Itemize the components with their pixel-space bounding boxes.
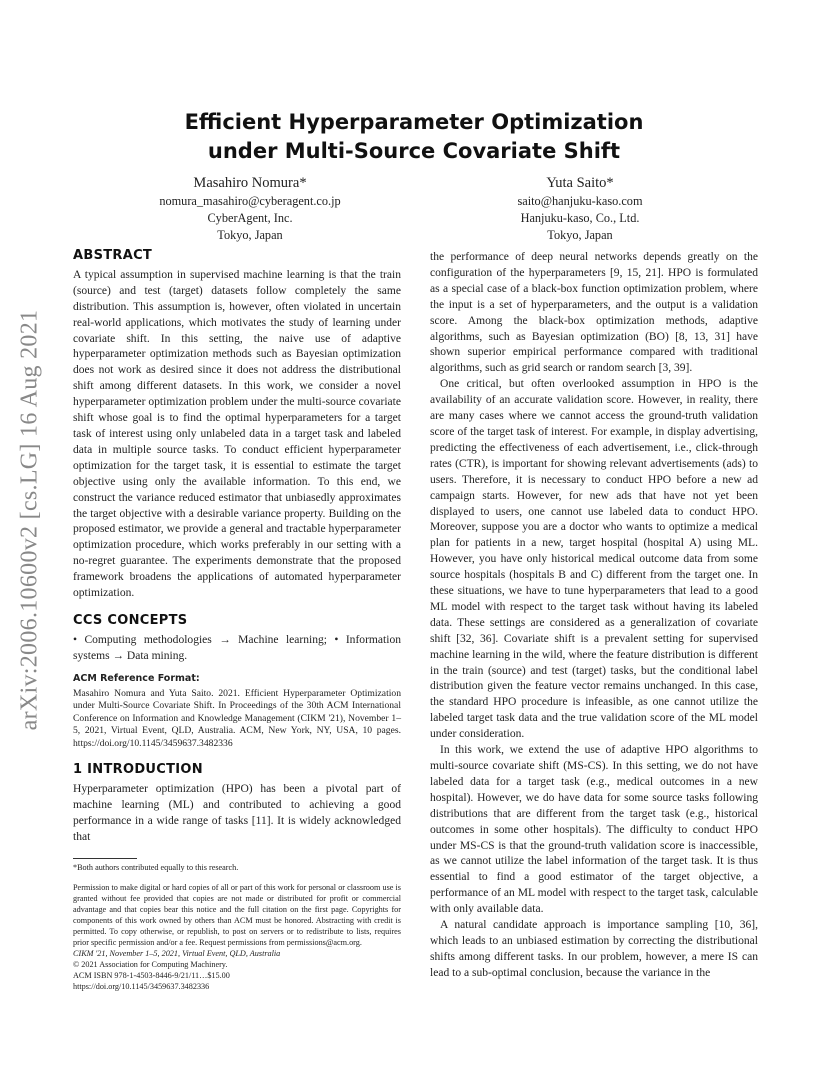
isbn-line: ACM ISBN 978-1-4503-8446-9/21/11…$15.00 [73, 970, 230, 980]
author-block-1 [100, 173, 400, 244]
author-location: Tokyo, Japan [217, 228, 283, 242]
conference-line: CIKM '21, November 1–5, 2021, Virtual Event, QLD, Australia [73, 948, 281, 958]
footnote-rule [73, 858, 137, 859]
ccs-heading: CCS CONCEPTS [73, 612, 188, 628]
author-name: Yuta Saito* [546, 175, 614, 191]
author-name: Masahiro Nomura* [193, 175, 307, 191]
body-paragraph: A natural candidate approach is importance sampling [10, 36], which leads to an unbiased estimation by correcting the distributional shifts among different tasks. In our problem, however, a mere IS can lead to a sub-optimal conclusion, because the variance in the [430, 919, 758, 979]
copyright-line: © 2021 Association for Computing Machinery. [73, 959, 228, 969]
right-column [430, 250, 758, 982]
doi-link[interactable]: https://doi.org/10.1145/3459637.3482336 [73, 981, 210, 991]
author-org: Hanjuku-kaso, Co., Ltd. [520, 211, 640, 225]
body-paragraph: One critical, but often overlooked assumption in HPO is the availability of an accurate validation score. However, in reality, there are many cases where we cannot access the ground-truth validation score of the target task of interest. For example, in display advertising, predicting the effectiveness of each advertisement, i.e., click-through rates (CTR), is important for showing relevant advertisements (ads) to users. Therefore, it is necessary to conduct HPO before a new ad campaign starts. However, for new ads that have not yet been displayed to users, one cannot use labeled data to conduct HPO. Moreover, suppose you are a doctor who wants to optimize a medical plan for patients in a new, target hospital (hospital A) using ML. However, you have only historical medical outcome data from some source hospitals (hospitals B and C) different from the target one. In these situations, we have to tune hyperparameters that lead to a good ML model with respect to the target task without having its labeled data. These settings are considered as a generalization of covariate shift [32, 36]. Covariate shift is a prevalent setting for supervised machine learning in the wild, where the feature distribution is different in the train (source) and test (target) tasks, but the conditional label distribution given the feature vector remains unchanged. In this case, the standard HPO procedure is infeasible, as one cannot utilize the labeled target task data and the true validation score of the ML model under consideration. [430, 378, 758, 741]
intro-heading: 1 INTRODUCTION [73, 762, 203, 778]
author-email: saito@hanjuku-kaso.com [517, 194, 643, 208]
author-org: CyberAgent, Inc. [207, 211, 293, 225]
title-line-2: under Multi-Source Covariate Shift [207, 139, 621, 163]
body-paragraph: In this work, we extend the use of adaptive HPO algorithms to multi-source covariate shift (MS-CS). In this setting, we do not have labeled data for a target task (e.g., medical outcomes in a new hospital). However, we do have data for some source tasks following distributions that are different from the target task (e.g., historical outcomes in some other hospitals). The difficulty to conduct HPO under MS-CS is that the ground-truth validation score is inaccessible, as we cannot utilize the label information of the target task. It is thus essential to find a good estimator of the target objective, a performance of an ML model with respect to the target task, calculable with only available data. [430, 744, 758, 916]
body-paragraph: the performance of deep neural networks depends greatly on the configuration of the hyperparameters [9, 15, 21]. HPO is formulated as a special case of a black-box function optimization problem, where the input is a set of hyperparameters, and the output is a validation score. Among the black-box optimization methods, adaptive algorithms, such as Bayesian optimization (BO) [8, 13, 31] have shown superior empirical performance compared with traditional algorithms, such as grid search or random search [3, 39]. [430, 251, 758, 375]
author-block-2 [430, 173, 730, 244]
left-column [73, 248, 401, 992]
permission-text: Permission to make digital or hard copies of all or part of this work for personal or classroom use is granted without fee provided that copies are not made or distributed for profit or commercial advantage and that copies bear this notice and the full citation on the first page. Copyrights for components of this work owned by others than ACM must be honored. Abstracting with credit is permitted. To copy otherwise, or republish, to post on servers or to redistribute to lists, requires prior specific permission and/or a fee. Request permissions from permissions@acm.org. [73, 882, 401, 947]
title-line-1: Efficient Hyperparameter Optimization [184, 110, 644, 134]
intro-paragraph: Hyperparameter optimization (HPO) has been a pivotal part of machine learning (ML) and contributed to achieving a good performance in a wide range of tasks [11]. It is widely acknowledged that [73, 782, 401, 843]
author-email: nomura_masahiro@cyberagent.co.jp [159, 194, 341, 208]
abstract-heading: ABSTRACT [73, 248, 153, 263]
paper-title [74, 108, 754, 166]
footnote: *Both authors contributed equally to this research. [73, 862, 239, 872]
abstract-text: A typical assumption in supervised machine learning is that the train (source) and test (target) datasets follow completely the same distribution. This assumption is, however, often violated in uncertain real-world applications, which motivates the study of learning under covariate shift. In this setting, the naive use of adaptive hyperparameter optimization methods such as Bayesian optimization does not work as desired since it does not address the distributional shift among different datasets. In this work, we consider a novel hyperparameter optimization problem under the multi-source covariate shift whose goal is to find the optimal hyperparameters for a target task of interest using only unlabeled data in a target task and labeled data in multiple source tasks. To conduct efficient hyperparameter optimization for the target task, it is essential to estimate the target objective using only the available information. To this end, we construct the variance reduced estimator that unbiasedly approximates the target objective with a desirable variance property. Building on the proposed estimator, we provide a general and tractable hyperparameter optimization procedure, which works preferably in our setting with a no-regret guarantee. The experiments demonstrate that the proposed framework broadens the applications of automated hyperparameter optimization. [73, 268, 401, 600]
acm-ref-heading: ACM Reference Format: [73, 672, 200, 684]
permission-block [73, 882, 401, 992]
ccs-text: • Computing methodologies → Machine learning; • Information systems → Data mining. [73, 633, 401, 662]
acm-ref-text: Masahiro Nomura and Yuta Saito. 2021. Efficient Hyperparameter Optimization under Multi-Source Covariate Shift. In Proceedings of the 30th ACM International Conference on Information and Knowledge Management (CIKM '21), November 1–5, 2021, Virtual Event, QLD, Australia. ACM, New York, NY, USA, 10 pages. https://doi.org/10.1145/3459637.3482336 [73, 687, 401, 749]
arxiv-stamp: arXiv:2006.10600v2 [cs.LG] 16 Aug 2021 [16, 309, 43, 731]
author-location: Tokyo, Japan [547, 228, 613, 242]
